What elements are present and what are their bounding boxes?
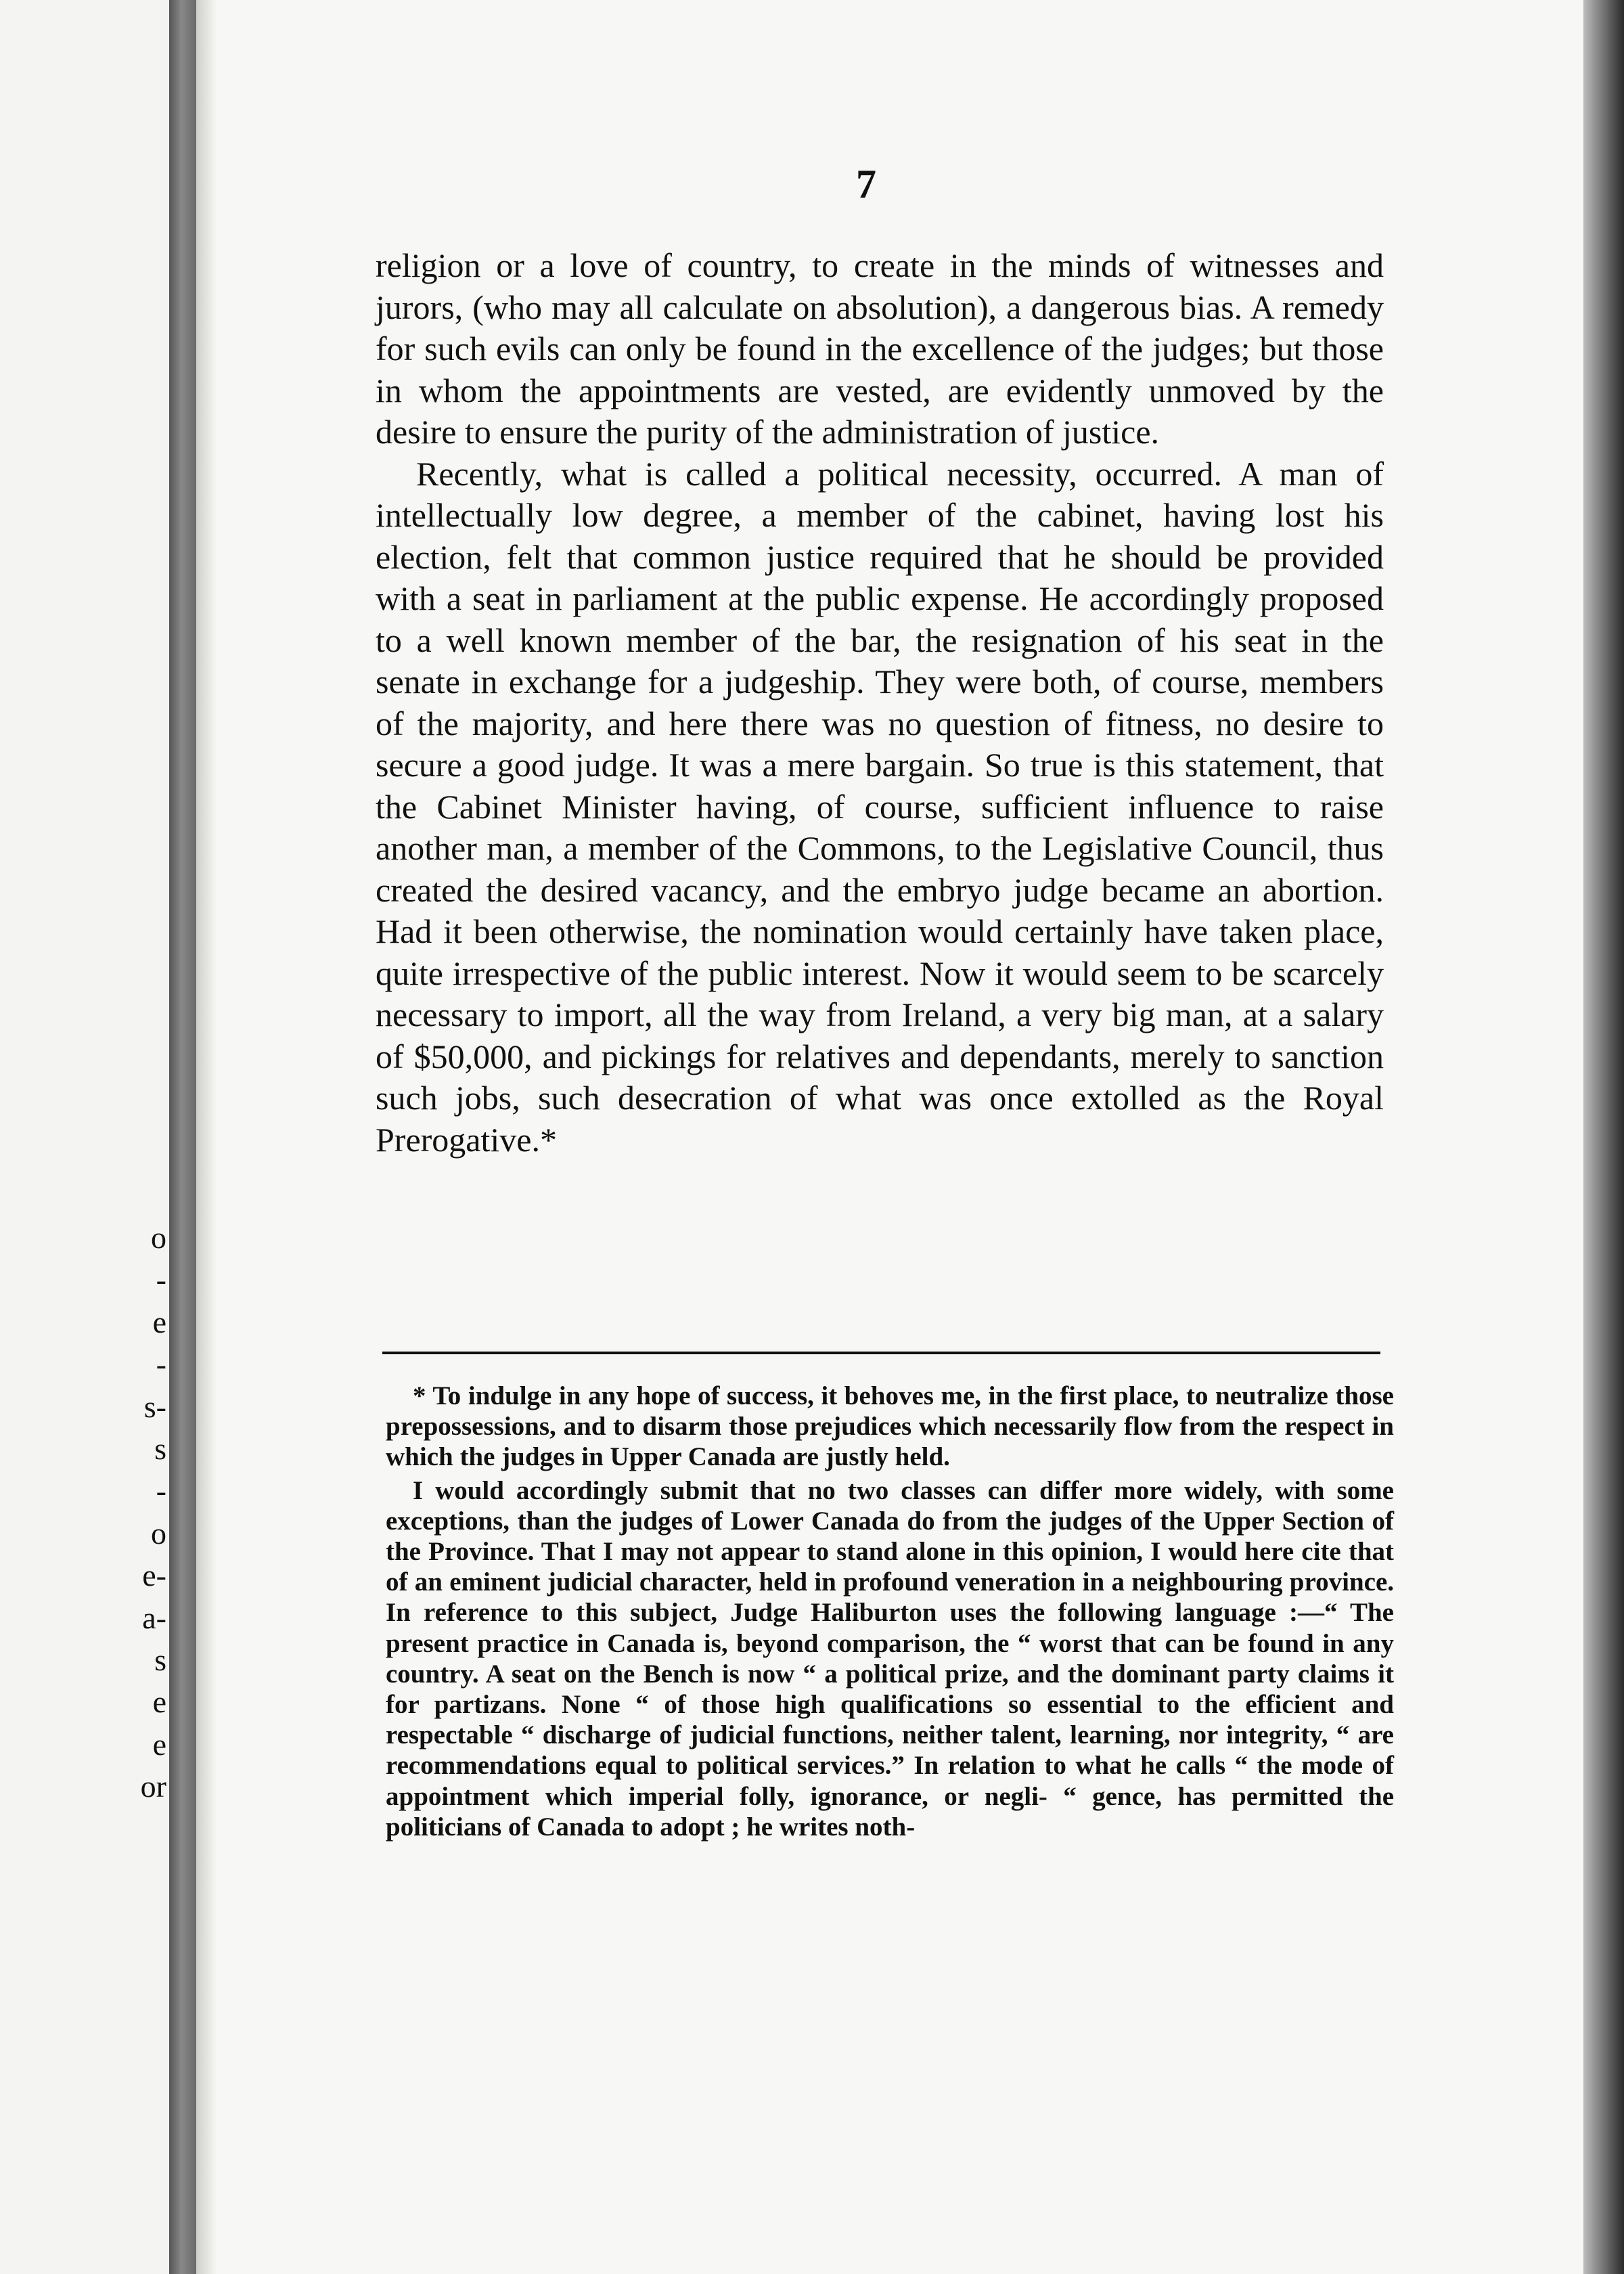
footnote-paragraph: * To indulge in any hope of success, it behoves me, in the first place, to neutralize those prepossessions, and to disarm those prejudices which necessarily flow from the respect in which the judges in Upper Canada are justly held. bbox=[386, 1381, 1394, 1472]
facing-page-fragment: - bbox=[156, 1347, 166, 1382]
book-gutter bbox=[169, 0, 196, 2274]
footnote-separator bbox=[382, 1352, 1380, 1354]
facing-page-fragment: o bbox=[151, 1515, 166, 1551]
facing-page-fragment: - bbox=[156, 1473, 166, 1509]
footnote bbox=[386, 1381, 1394, 1842]
facing-page-fragment: a- bbox=[142, 1600, 166, 1635]
facing-page-fragment: - bbox=[156, 1262, 166, 1297]
facing-page-fragment: s- bbox=[143, 1389, 166, 1424]
gutter-shadow bbox=[196, 0, 217, 2274]
page-number: 7 bbox=[856, 162, 876, 206]
body-text bbox=[376, 245, 1384, 1161]
facing-page-fragment: e bbox=[152, 1726, 166, 1762]
facing-page-text-fragments bbox=[139, 1217, 166, 1808]
page-edge-shadow bbox=[1583, 0, 1624, 2274]
facing-page-edge bbox=[0, 0, 169, 2274]
facing-page-fragment: e bbox=[152, 1304, 166, 1339]
body-paragraph: Recently, what is called a political necessity, occurred. A man of intellectually low degree, a member of the cabinet, having lost his election, felt that common justice required that he should be provided with a seat in parliament at the public expense. He accordingly proposed to a well known member of the bar, the resignation of his seat in the senate in exchange for a judgeship. They were both, of course, members of the majority, and here there was no question of fitness, no desire to secure a good judge. It was a mere bargain. So true is this statement, that the Cabinet Minister having, of course, sufficient influence to raise another man, a member of the Commons, to the Legislative Council, thus created the desired vacancy, and the embryo judge became an abortion. Had it been otherwise, the nomination would certainly have taken place, quite irrespective of the public interest. Now it would seem to be scarcely necessary to import, all the way from Ireland, a very big man, at a salary of $50,000, and pickings for relatives and dependants, merely to sanction such jobs, such desecration of what was once extolled as the Royal Prerogative.* bbox=[376, 454, 1384, 1159]
facing-page-fragment: s bbox=[154, 1431, 166, 1467]
facing-page-fragment: e- bbox=[142, 1558, 166, 1593]
facing-page-fragment: o bbox=[151, 1220, 166, 1255]
footnote-paragraph: I would accordingly submit that no two classes can differ more widely, with some exceptions, than the judges of Lower Canada do from the judges of the Upper Section of the Province. That I may not appear to stand alone in this opinion, I would here cite that of an eminent judicial character, held in profound veneration in a neighbouring province. In reference to this subject, Judge Haliburton uses the following language :—“ The present practice in Canada is, beyond comparison, the “ worst that can be found in any country. A seat on the Bench is now “ a political prize, and the dominant party claims it for partizans. None “ of those high qualifications so essential to the efficient and respectable “ discharge of judicial functions, neither talent, learning, nor integrity, “ are recommendations equal to political services.” In relation to what he calls “ the mode of appointment which imperial folly, ignorance, or negli- “ gence, has permitted the politicians of Canada to adopt ; he writes noth- bbox=[386, 1475, 1394, 1842]
facing-page-fragment: e bbox=[152, 1685, 166, 1720]
facing-page-fragment: or bbox=[140, 1769, 166, 1804]
facing-page-fragment: s bbox=[154, 1643, 166, 1678]
body-paragraph: religion or a love of country, to create in the minds of witnesses and jurors, (who may all calculate on absolution), a dangerous bias. A remedy for such evils can only be found in the excellence of the judges; but those in whom the appointments are vested, are evidently unmoved by the desire to ensure the purity of the administration of justice. bbox=[376, 246, 1384, 451]
